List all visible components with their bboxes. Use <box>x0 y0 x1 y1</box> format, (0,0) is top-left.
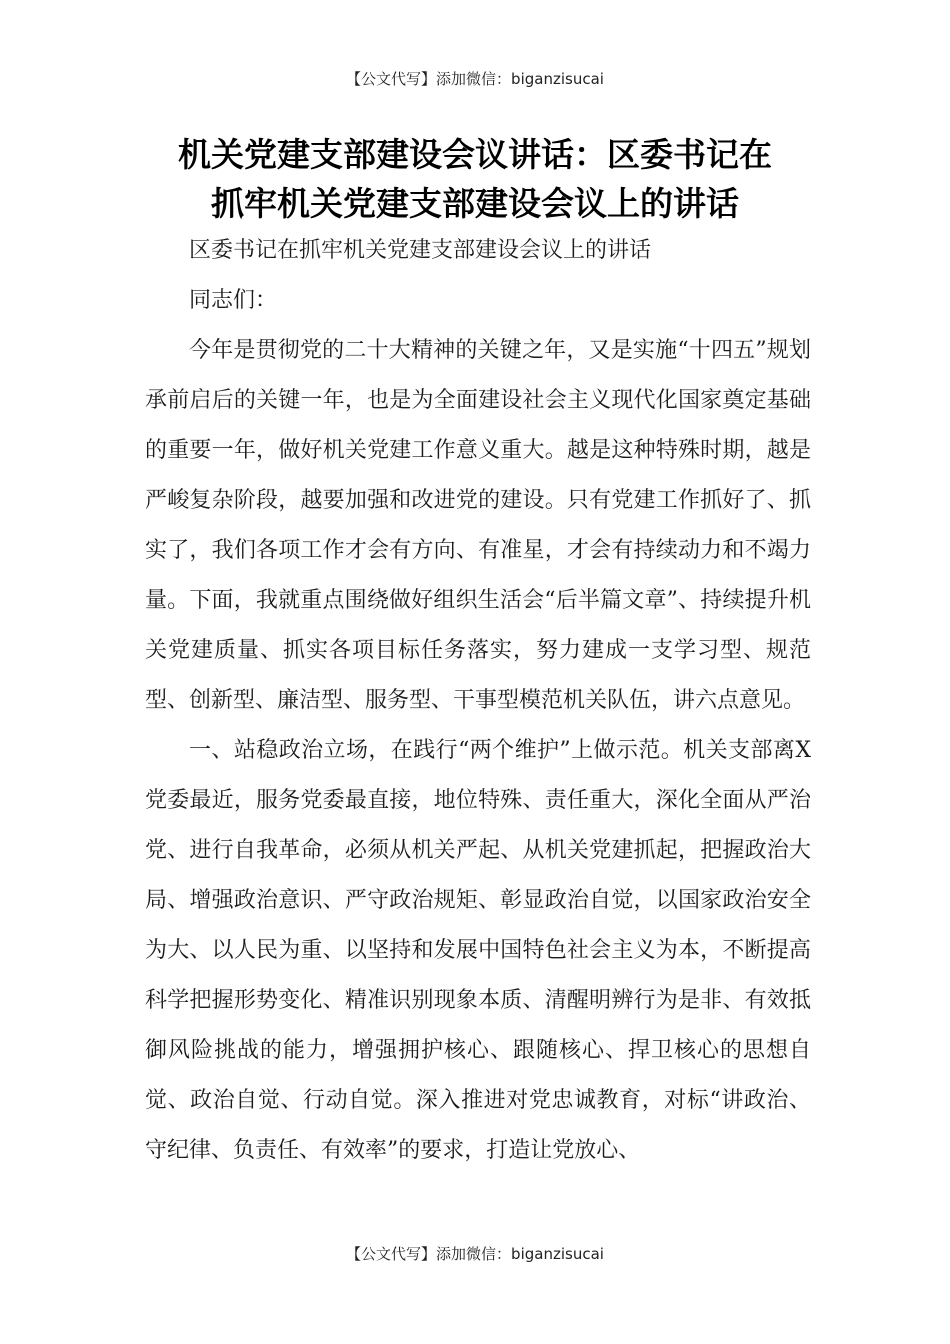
body-paragraph-2: 一、站稳政治立场，在践行“两个维护”上做示范。机关支部离X党委最近，服务党委最直接，地位特殊、责任重大，深化全面从严治党、进行自我革命，必须从机关严起、从机关党建抓起，把握政治大局、增强政治意识、严守政治规矩、彰显政治自觉，以国家政治安全为大、以人民为重、以坚持和发展中国特色社会主义为本，不断提高科学把握形势变化、精准识别现象本质、清醒明辨行为是非、有效抵御风险挑战的能力，增强拥护核心、跟随核心、捍卫核心的思想自觉、政治自觉、行动自觉。深入推进对党忠诚教育，对标“讲政治、守纪律、负责任、有效率”的要求，打造让党放心、 <box>145 738 811 1163</box>
document-title-line-1: 机关党建支部建设会议讲话：区委书记在 <box>178 135 772 174</box>
document-title <box>100 130 850 228</box>
page-header: 【公文代写】添加微信：biganzisucai <box>346 70 604 88</box>
document-body <box>145 326 811 1176</box>
body-paragraph-1: 今年是贯彻党的二十大精神的关键之年，又是实施“十四五”规划承前启后的关键一年，也是为全面建设社会主义现代化国家奠定基础的重要一年，做好机关党建工作意义重大。越是这种特殊时期，越是严峻复杂阶段，越要加强和改进党的建设。只有党建工作抓好了、抓实了，我们各项工作才会有方向、有准星，才会有持续动力和不竭力量。下面，我就重点围绕做好组织生活会“后半篇文章”、持续提升机关党建质量、抓实各项目标任务落实，努力建成一支学习型、规范型、创新型、廉洁型、服务型、干事型模范机关队伍，讲六点意见。 <box>145 338 811 713</box>
document-subtitle: 区委书记在抓牢机关党建支部建设会议上的讲话 <box>189 238 652 263</box>
page-footer: 【公文代写】添加微信：biganzisucai <box>346 1245 604 1263</box>
salutation: 同志们： <box>189 288 278 313</box>
document-title-line-2: 抓牢机关党建支部建设会议上的讲话 <box>211 184 739 223</box>
